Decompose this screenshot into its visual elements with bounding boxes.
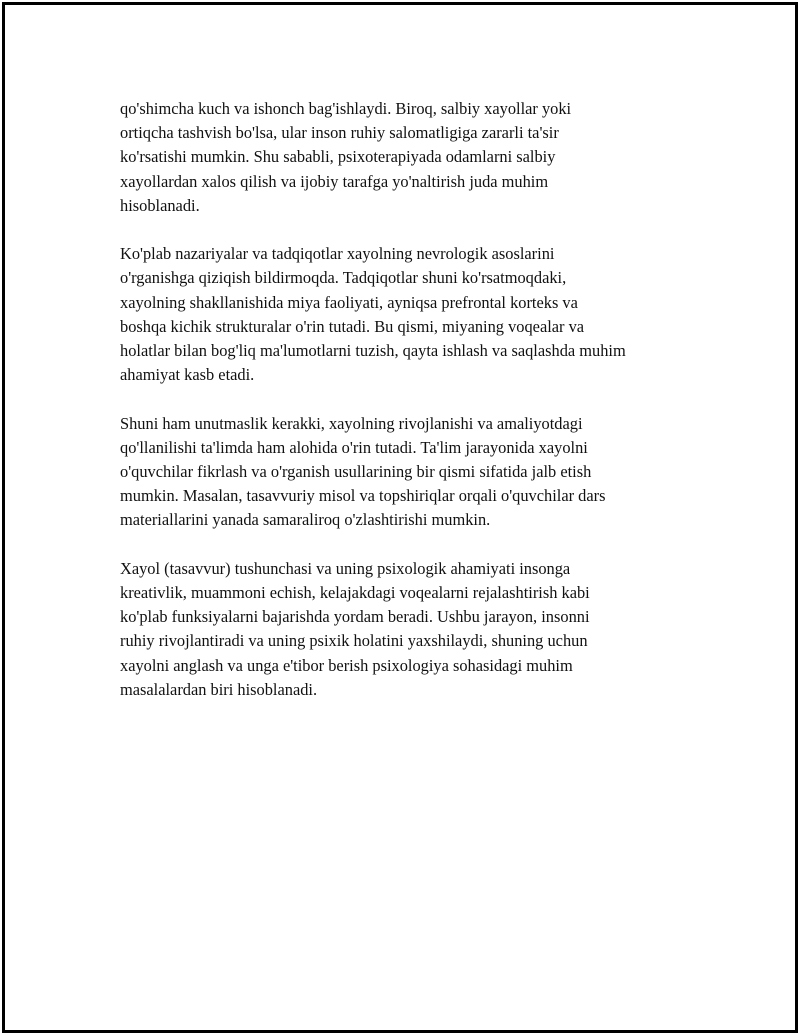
paragraph-2 [120,242,700,387]
text-line: ahamiyat kasb etadi. [120,365,255,385]
text-line: o'rganishga qiziqish bildirmoqda. Tadqiqotlar shuni ko'rsatmoqdaki, [120,268,567,288]
text-line: holatlar bilan bog'liq ma'lumotlarni tuzish, qayta ishlash va saqlashda muhim [120,341,626,361]
text-line: materiallarini yanada samaraliroq o'zlashtirishi mumkin. [120,510,491,530]
text-line: Ko'plab nazariyalar va tadqiqotlar xayolning nevrologik asoslarini [120,244,555,264]
text-line: o'quvchilar fikrlash va o'rganish usullarining bir qismi sifatida jalb etish [120,462,592,482]
text-line: Shuni ham unutmaslik kerakki, xayolning rivojlanishi va amaliyotdagi [120,413,583,433]
document-body [120,97,700,726]
text-line: mumkin. Masalan, tasavvuriy misol va topshiriqlar orqali o'quvchilar dars [120,486,606,506]
paragraph-4 [120,557,700,702]
text-line: xayollardan xalos qilish va ijobiy tarafga yo'naltirish juda muhim [120,171,549,191]
text-line: masalalardan biri hisoblanadi. [120,679,318,699]
paragraph-3 [120,412,700,533]
text-line: ruhiy rivojlantiradi va uning psixik holatini yaxshilaydi, shuning uchun [120,631,588,651]
text-line: ko'rsatishi mumkin. Shu sababli, psixoterapiyada odamlarni salbiy [120,147,556,167]
text-line: Xayol (tasavvur) tushunchasi va uning psixologik ahamiyati insonga [120,558,571,578]
page-frame [2,2,798,1033]
text-line: kreativlik, muammoni echish, kelajakdagi voqealarni rejalashtirish kabi [120,583,590,603]
text-line: ko'plab funksiyalarni bajarishda yordam beradi. Ushbu jarayon, insonni [120,607,590,627]
text-line: qo'shimcha kuch va ishonch bag'ishlaydi. Biroq, salbiy xayollar yoki [120,99,572,118]
text-line: qo'llanilishi ta'limda ham alohida o'rin tutadi. Ta'lim jarayonida xayolni [120,437,588,457]
text-line: hisoblanadi. [120,195,200,215]
text-line: xayolni anglash va unga e'tibor berish psixologiya sohasidagi muhim [120,655,573,675]
text-line: xayolning shakllanishida miya faoliyati, ayniqsa prefrontal korteks va [120,292,578,312]
text-line: ortiqcha tashvish bo'lsa, ular inson ruhiy salomatligiga zararli ta'sir [120,123,559,143]
text-line: boshqa kichik strukturalar o'rin tutadi. Bu qismi, miyaning voqealar va [120,316,585,336]
paragraph-1 [120,97,700,218]
